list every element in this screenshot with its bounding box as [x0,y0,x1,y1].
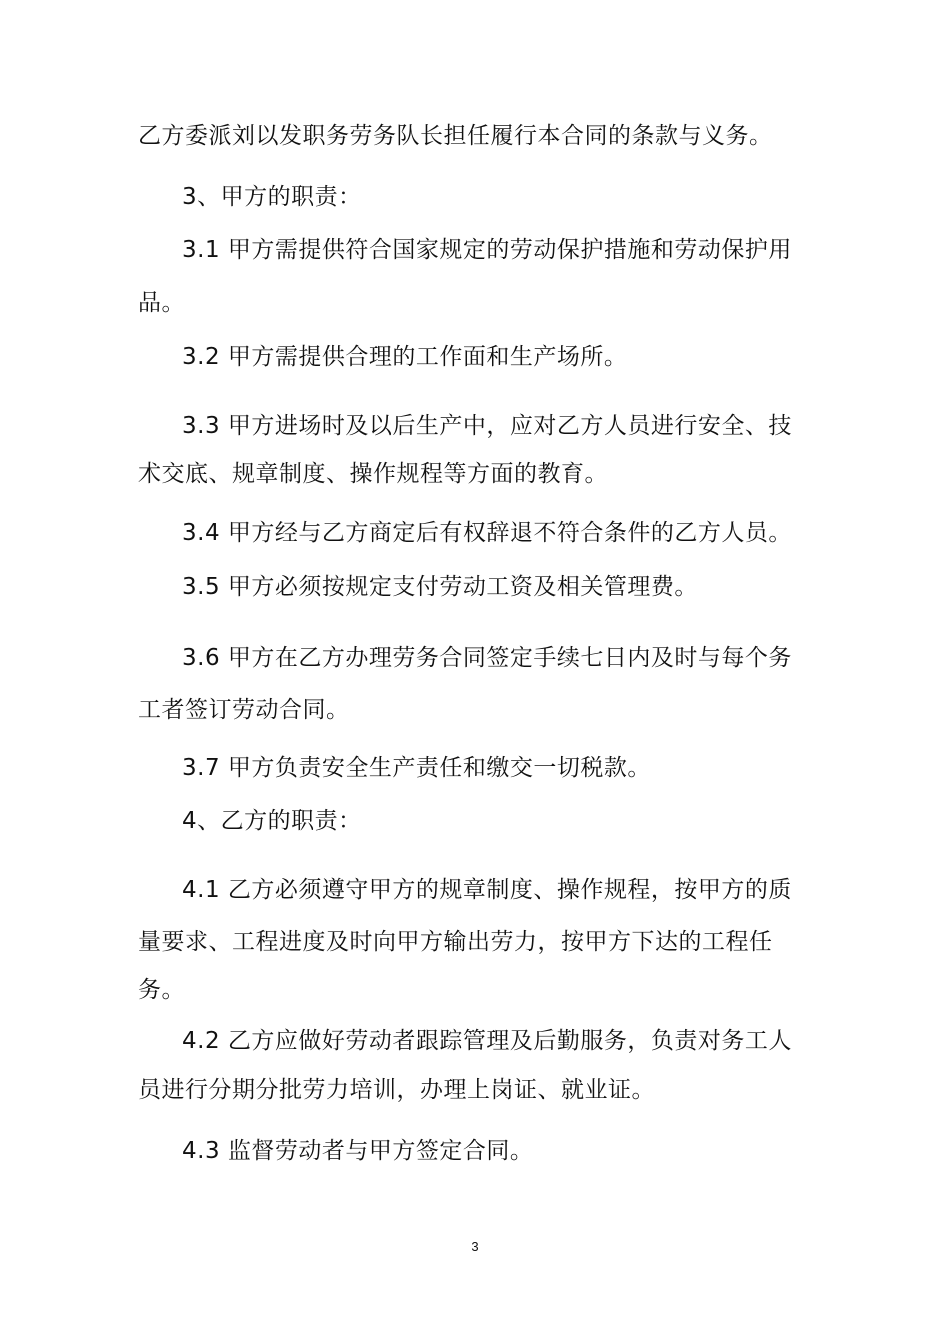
text-line: 量要求、工程进度及时向甲方输出劳力，按甲方下达的工程任 [138,929,773,955]
text-line: 员进行分期分批劳力培训，办理上岗证、就业证。 [138,1077,655,1103]
text-line: 3.5 甲方必须按规定支付劳动工资及相关管理费。 [182,574,698,600]
text-line: 4.1 乙方必须遵守甲方的规章制度、操作规程，按甲方的质 [182,877,792,903]
text-line: 3.2 甲方需提供合理的工作面和生产场所。 [182,344,628,370]
section-heading: 4、乙方的职责： [182,808,362,834]
text-line: 工者签订劳动合同。 [138,697,350,723]
text-line: 3.7 甲方负责安全生产责任和缴交一切税款。 [182,755,651,781]
text-line: 3.3 甲方进场时及以后生产中，应对乙方人员进行安全、技 [182,413,792,439]
text-line: 3.4 甲方经与乙方商定后有权辞退不符合条件的乙方人员。 [182,520,792,546]
text-line: 品。 [138,290,185,316]
text-line: 4.2 乙方应做好劳动者跟踪管理及后勤服务，负责对务工人 [182,1028,792,1054]
text-line: 3.1 甲方需提供符合国家规定的劳动保护措施和劳动保护用 [182,237,792,263]
page-number: 3 [471,1239,479,1254]
text-line: 4.3 监督劳动者与甲方签定合同。 [182,1138,534,1164]
text-line: 术交底、规章制度、操作规程等方面的教育。 [138,461,608,487]
section-heading: 3、甲方的职责： [182,184,362,210]
text-line: 乙方委派刘以发职务劳务队长担任履行本合同的条款与义务。 [138,123,773,149]
text-line: 务。 [138,977,185,1003]
text-line: 3.6 甲方在乙方办理劳务合同签定手续七日内及时与每个务 [182,645,792,671]
